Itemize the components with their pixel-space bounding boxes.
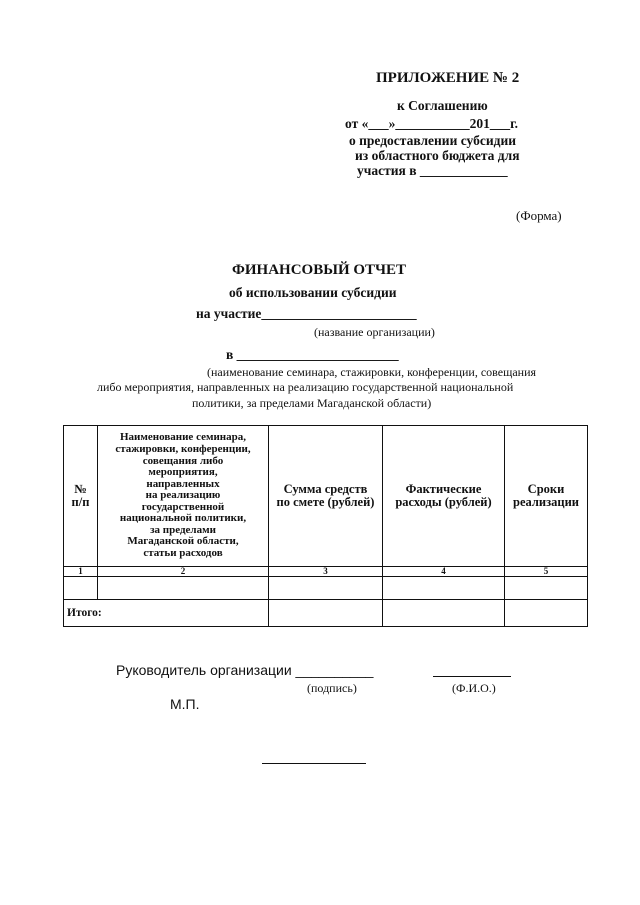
event-line: в ________________________ xyxy=(226,347,399,362)
agreement-line-3: о предоставлении субсидии xyxy=(349,133,517,148)
column-number: 3 xyxy=(269,567,383,577)
form-label: (Форма) xyxy=(516,208,562,223)
bottom-line xyxy=(262,763,366,764)
cell xyxy=(383,577,505,600)
column-number: 5 xyxy=(505,567,588,577)
total-label: Итого: xyxy=(64,600,269,627)
column-number: 2 xyxy=(98,567,269,577)
event-caption-line-2: либо мероприятия, направленных на реализацию государственной национальной xyxy=(97,380,514,394)
table-header-row xyxy=(64,426,588,567)
agreement-line-4: из областного бюджета для xyxy=(355,148,520,163)
column-number: 1 xyxy=(64,567,98,577)
column-number: 4 xyxy=(383,567,505,577)
total-estimate-cell xyxy=(269,600,383,627)
event-caption-line-3: политики, за пределами Магаданской области) xyxy=(192,396,432,410)
event-caption-line-1: (наименование семинара, стажировки, конференции, совещания xyxy=(207,365,537,379)
agreement-line-5: участия в _____________ xyxy=(357,163,508,178)
fio-underline xyxy=(433,676,511,677)
header-estimate: Сумма средств по смете (рублей) xyxy=(269,426,383,567)
participation-line: на участие_______________________ xyxy=(196,306,417,321)
cell xyxy=(64,577,98,600)
cell xyxy=(505,577,588,600)
agreement-line-2: от «___»___________201___г. xyxy=(345,116,519,131)
signature-caption: (подпись) xyxy=(307,681,357,695)
report-table xyxy=(63,425,588,627)
header-name: Наименование семинара, стажировки, конференции, совещания либо мероприятия, направленных на реализацию государственной национальной политики, за пределами Магаданской области, статьи расходов xyxy=(98,426,269,567)
agreement-line-1: к Соглашению xyxy=(397,98,488,113)
total-row xyxy=(64,600,588,627)
report-subtitle: об использовании субсидии xyxy=(229,285,397,300)
total-period-cell xyxy=(505,600,588,627)
header-actual: Фактические расходы (рублей) xyxy=(383,426,505,567)
cell xyxy=(98,577,269,600)
head-signature-line: Руководитель организации __________ xyxy=(116,662,374,678)
org-caption: (название организации) xyxy=(314,325,435,339)
appendix-title: ПРИЛОЖЕНИЕ № 2 xyxy=(376,70,520,86)
total-actual-cell xyxy=(383,600,505,627)
stamp-place: М.П. xyxy=(170,696,200,712)
table-row xyxy=(64,577,588,600)
header-period: Сроки реализации xyxy=(505,426,588,567)
cell xyxy=(269,577,383,600)
report-title: ФИНАНСОВЫЙ ОТЧЕТ xyxy=(232,262,407,278)
fio-caption: (Ф.И.О.) xyxy=(452,681,496,695)
header-number: № п/п xyxy=(64,426,98,567)
column-numbers-row xyxy=(64,567,588,577)
